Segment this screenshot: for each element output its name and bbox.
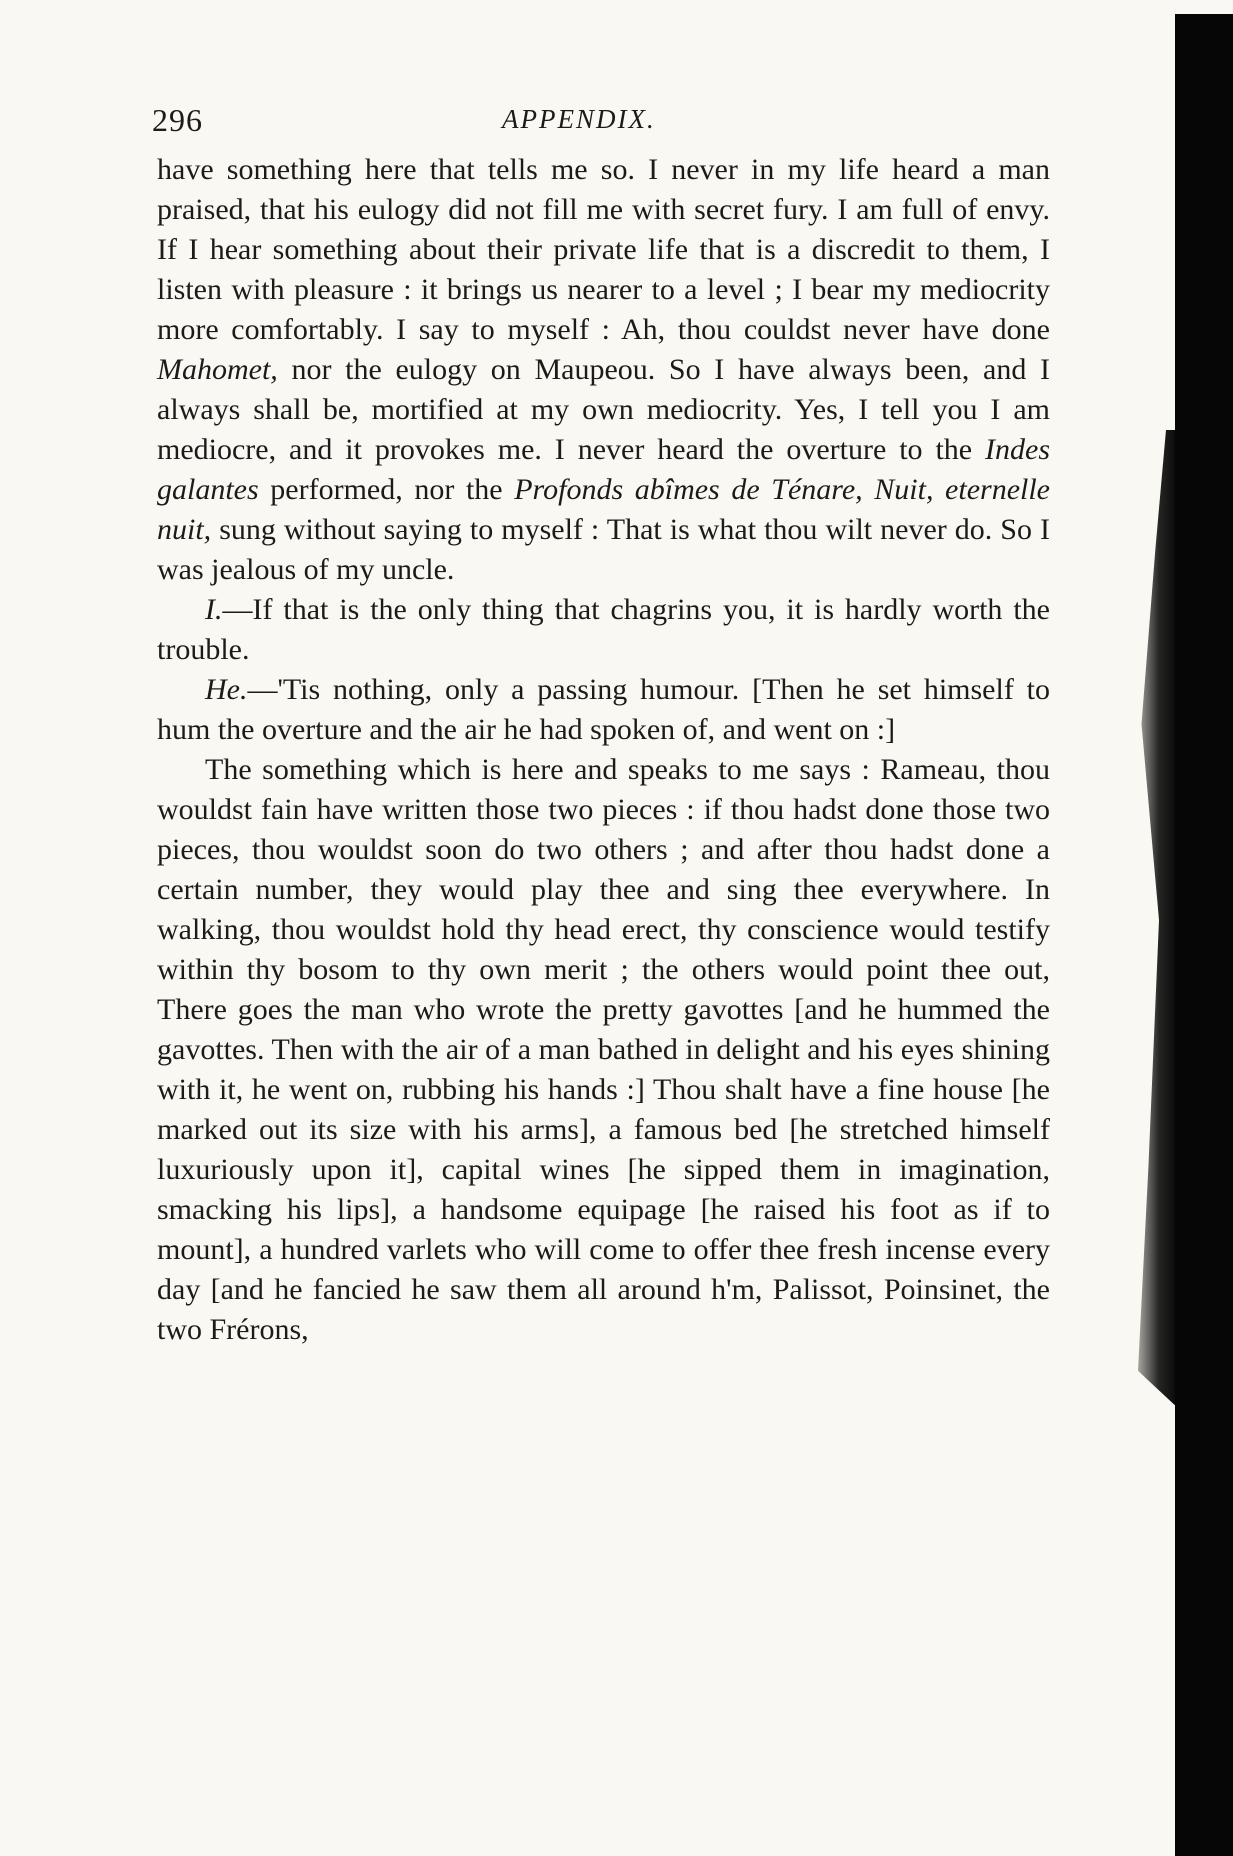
text-run: have something here that tells me so. I never in my life heard a man praised, that his eulogy did not fill me with secret fury. I am full of envy. If I hear something about their private life that is a discredit to them, I listen with pleasure : it brings us nearer to a level ; I bear my mediocrity more comfortably. I say to myself : Ah, thou couldst never have done	[157, 153, 1050, 346]
running-title: APPENDIX.	[502, 104, 656, 134]
dialogue-paragraph	[157, 670, 1050, 750]
dialogue-paragraph	[157, 590, 1050, 670]
italic-title: Mahomet,	[157, 353, 278, 386]
dialogue-text: —If that is the only thing that chagrins you, it is hardly worth the trouble.	[157, 593, 1050, 666]
text-run: nor the eulogy on Maupeou. So I have always been, and I always shall be, mortified at my own mediocrity. Yes, I tell you I am mediocre, and it provokes me. I never heard the overture to the	[157, 353, 1050, 466]
page-gutter-shadow	[1110, 430, 1180, 1410]
page-number: 296	[152, 102, 203, 138]
running-header	[152, 102, 1052, 142]
italic-title: Profonds abîmes de Ténare, Nuit, eternelle nuit,	[157, 473, 1051, 546]
text-run: performed, nor the	[258, 473, 515, 506]
book-spine-edge	[1175, 14, 1233, 1856]
dialogue-text: —'Tis nothing, only a passing humour. [Then he set himself to hum the overture and the air he had spoken of, and went on :]	[157, 673, 1050, 746]
speaker-label: I.	[205, 593, 223, 626]
speaker-label: He.	[205, 673, 248, 706]
paragraph	[157, 750, 1050, 1350]
paragraph	[157, 150, 1050, 590]
body-text	[157, 150, 1050, 1350]
italic-title: Indes galantes	[157, 433, 1050, 506]
text-run: sung without saying to myself : That is what thou wilt never do. So I was jealous of my uncle.	[157, 513, 1050, 586]
text-run: The something which is here and speaks to me says : Rameau, thou wouldst fain have written those two pieces : if thou hadst done those two pieces, thou wouldst soon do two others ; and after thou hadst done a certain number, they would play thee and sing thee everywhere. In walking, thou wouldst hold thy head erect, thy conscience would testify within thy bosom to thy own merit ; the others would point thee out, There goes the man who wrote the pretty gavottes [and he hummed the gavottes. Then with the air of a man bathed in delight and his eyes shining with it, he went on, rubbing his hands :] Thou shalt have a fine house [he marked out its size with his arms], a famous bed [he stretched himself luxuriously upon it], capital wines [he sipped them in imagination, smacking his lips], a handsome equipage [he raised his foot as if to mount], a hundred varlets who will come to offer thee fresh incense every day [and he fancied he saw them all around h'm, Palissot, Poinsinet, the two Frérons,	[157, 753, 1050, 1346]
